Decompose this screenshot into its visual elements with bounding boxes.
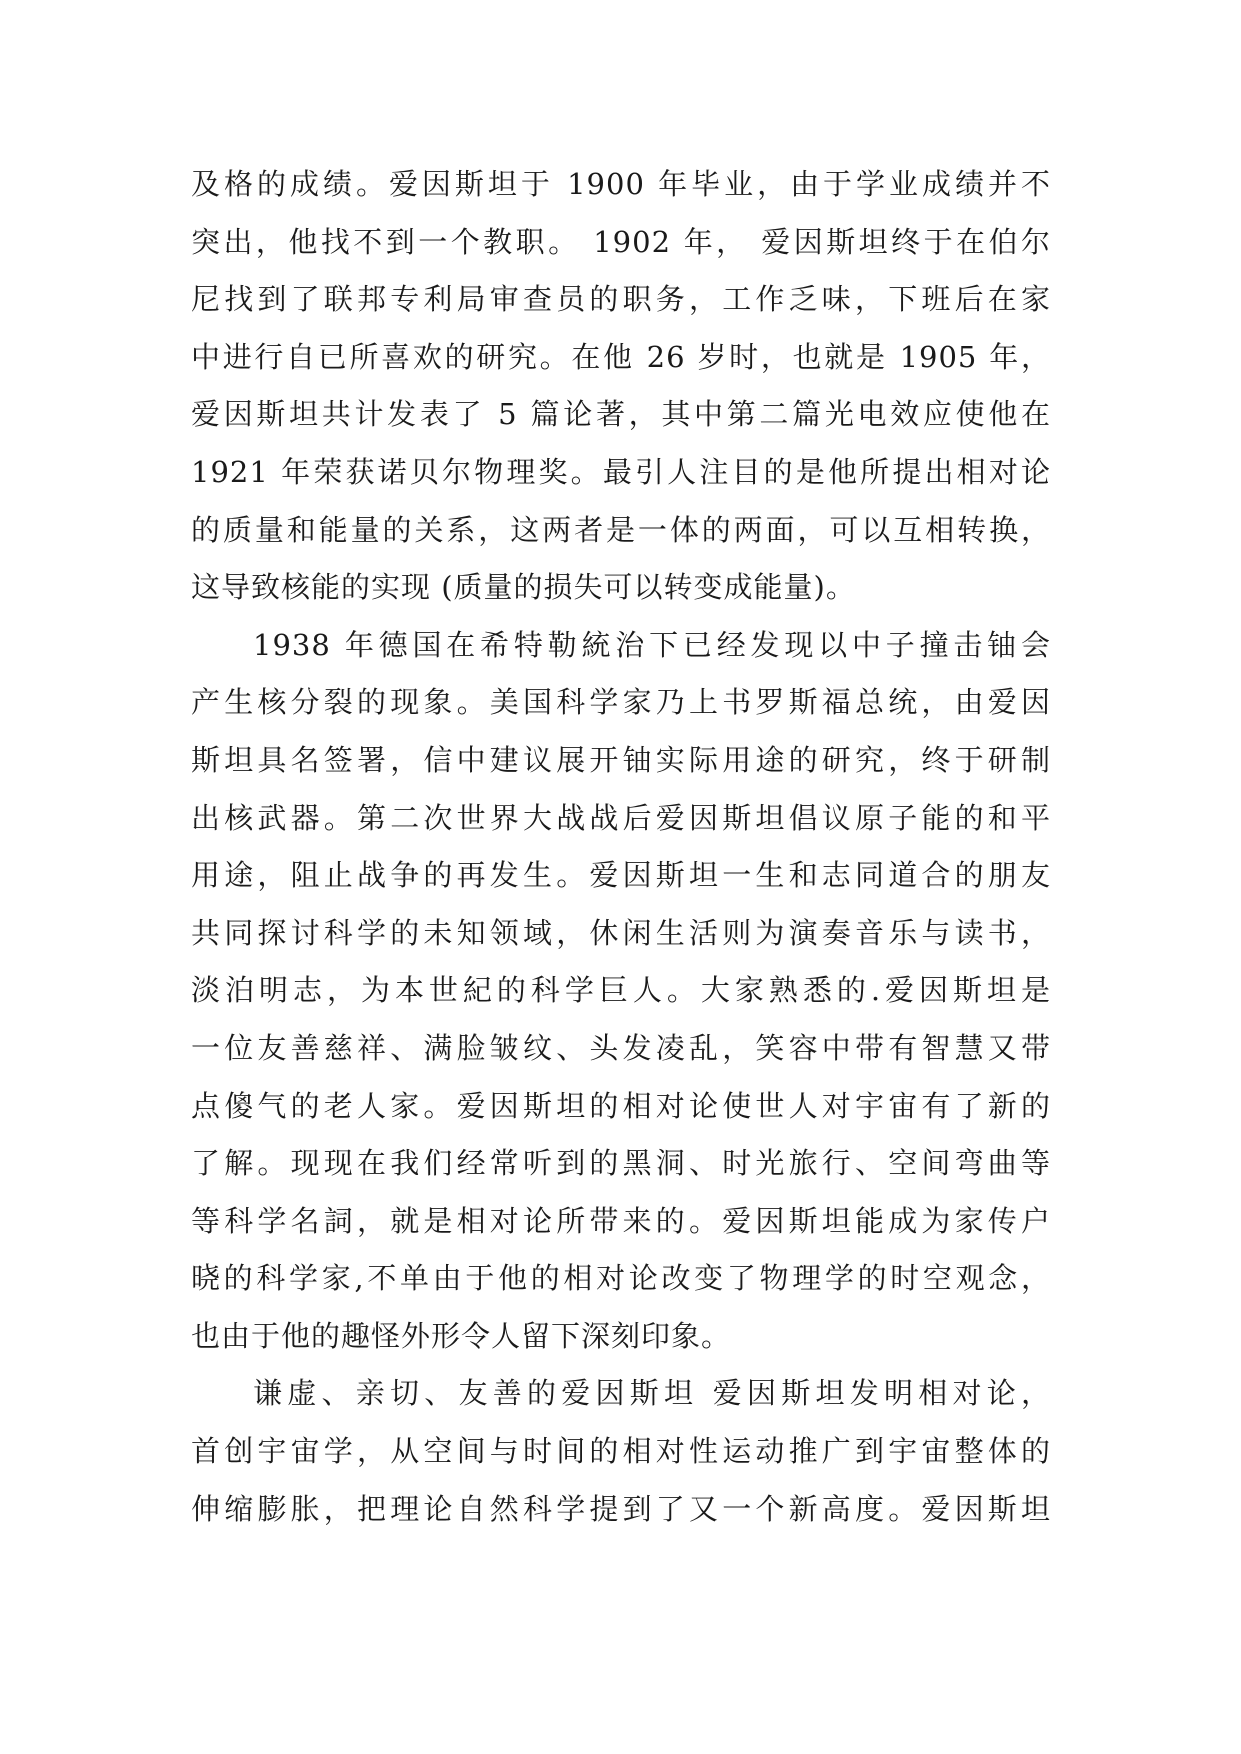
- text-line: 的质量和能量的关系，这两者是一体的两面，可以互相转换，: [191, 512, 1051, 547]
- text-line: 一位友善慈祥、满脸皱纹、头发凌乱，笑容中带有智慧又带: [191, 1030, 1051, 1065]
- text-line: 1921 年荣获诺贝尔物理奖。最引人注目的是他所提出相对论: [191, 454, 1051, 489]
- paragraph-first-line: 谦虚、亲切、友善的爱因斯坦 爱因斯坦发明相对论，: [253, 1376, 1051, 1411]
- text-line: 及格的成绩。爱因斯坦于 1900 年毕业，由于学业成绩并不: [191, 167, 1051, 201]
- text-line: 这导致核能的实现 (质量的损失可以转变成能量)。: [191, 570, 856, 605]
- text-line: 也由于他的趣怪外形令人留下深刻印象。: [191, 1318, 732, 1353]
- text-line: 斯坦具名签署，信中建议展开铀实际用途的研究，终于研制: [191, 742, 1051, 777]
- text-line: 产生核分裂的现象。美国科学家乃上书罗斯福总统，由爱因: [191, 685, 1051, 720]
- body-text: [191, 156, 1051, 1538]
- text-line: 尼找到了联邦专利局审查员的职务，工作乏味，下班后在家: [191, 282, 1051, 317]
- text-line: 伸缩膨胀，把理论自然科学提到了又一个新高度。爱因斯坦: [191, 1491, 1051, 1526]
- text-line: 爱因斯坦共计发表了 5 篇论著，其中第二篇光电效应使他在: [191, 397, 1051, 432]
- paragraph-first-line: 1938 年德国在希特勒統治下已经发现以中子撞击铀会: [253, 627, 1051, 662]
- text-line: 淡泊明志，为本世紀的科学巨人。大家熟悉的.爱因斯坦是: [191, 973, 1051, 1008]
- text-line: 点傻气的老人家。爱因斯坦的相对论使世人对宇宙有了新的: [191, 1088, 1051, 1123]
- text-line: 中进行自已所喜欢的研究。在他 26 岁时，也就是 1905 年，: [191, 339, 1051, 374]
- text-line: 了解。现现在我们经常听到的黑洞、时光旅行、空间弯曲等: [191, 1146, 1051, 1181]
- text-line: 突出，他找不到一个教职。 1902 年， 爱因斯坦终于在伯尔: [191, 224, 1051, 259]
- text-line: 用途，阻止战争的再发生。爱因斯坦一生和志同道合的朋友: [191, 858, 1051, 893]
- text-line: 晓的科学家,不单由于他的相对论改变了物理学的时空观念，: [191, 1261, 1051, 1296]
- text-line: 等科学名詞，就是相对论所带来的。爱因斯坦能成为家传户: [191, 1203, 1051, 1238]
- text-line: 共同探讨科学的未知领域，休闲生活则为演奏音乐与读书，: [191, 915, 1051, 950]
- text-line: 首创宇宙学，从空间与时间的相对性运动推广到宇宙整体的: [191, 1434, 1051, 1469]
- text-line: 出核武器。第二次世界大战战后爱因斯坦倡议原子能的和平: [191, 800, 1051, 835]
